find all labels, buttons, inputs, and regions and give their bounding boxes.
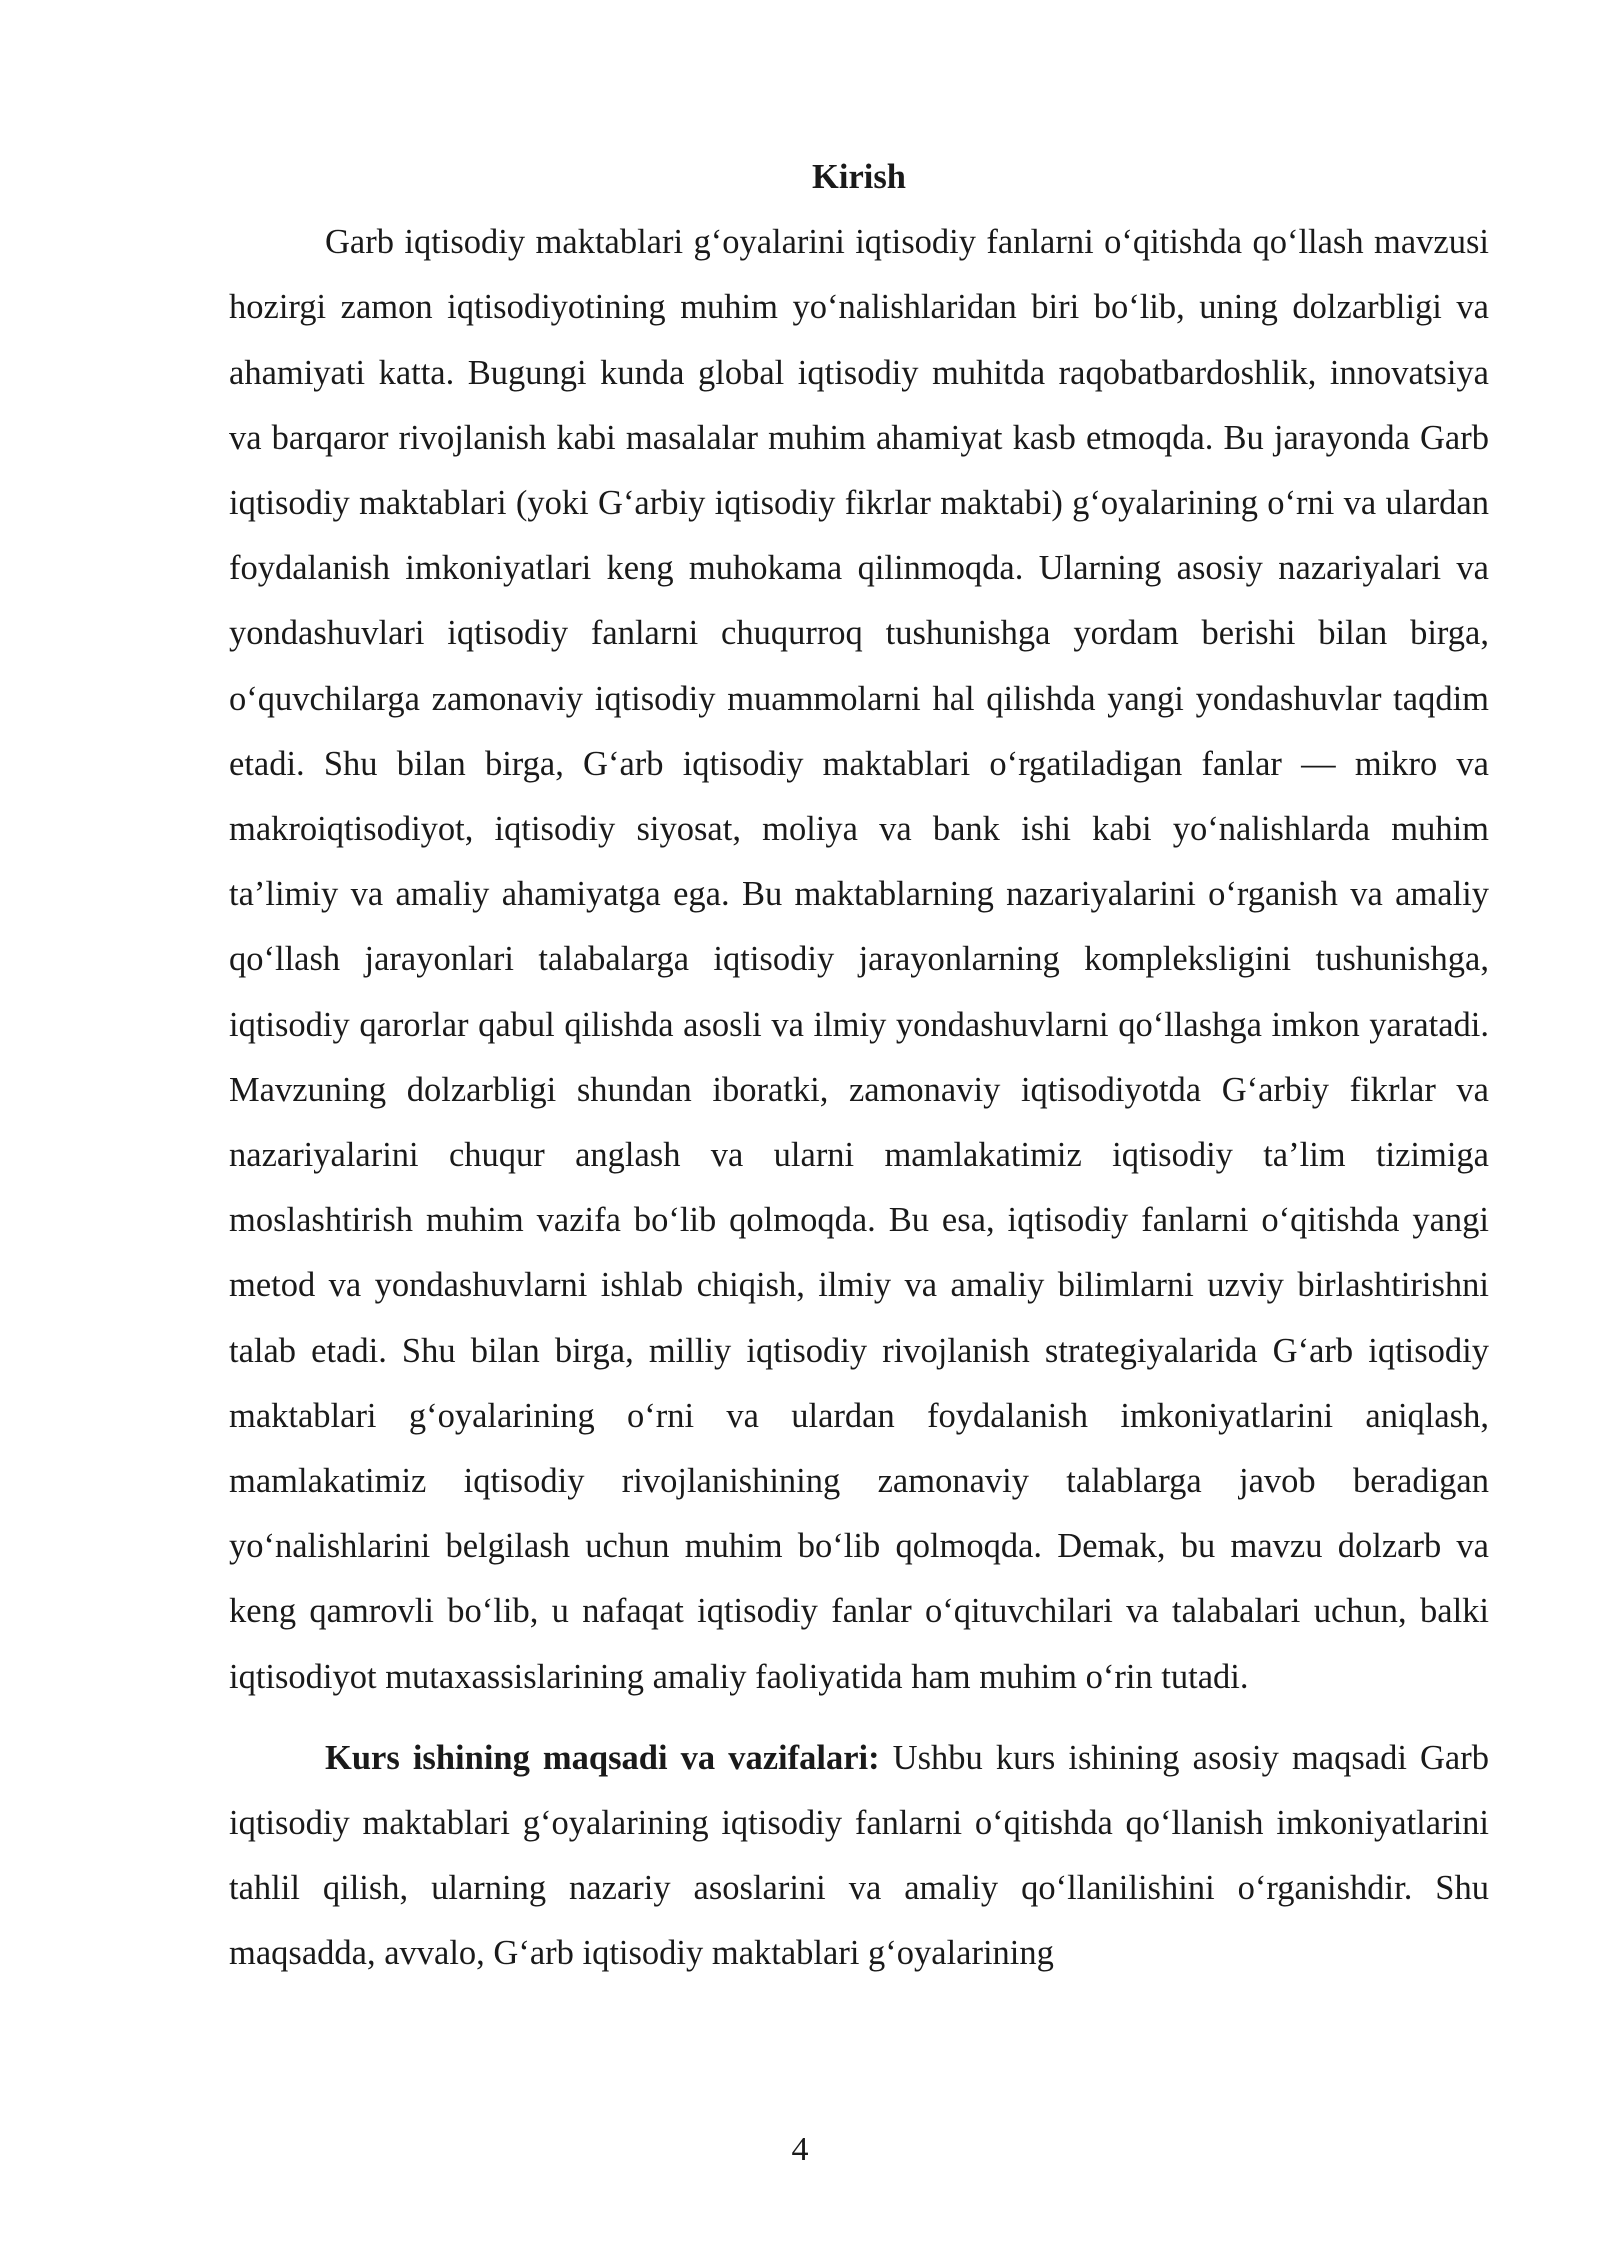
goals-text: Ushbu kurs ishining asosiy maqsadi Garb iqtisodiy maktablari g‘oyalarining iqtisodiy fanlarni o‘qitishda qo‘llanish imkoniyatlarini tahlil qilish, ularning nazariy asoslarini va amaliy qo‘llanilishini o‘rganishdir. Shu maqsadda, avvalo, G‘arb iqtisodiy maktablari g‘oyalarining — [229, 1738, 1489, 1973]
page-number: 4 — [791, 2131, 809, 2168]
page-content — [229, 145, 1489, 1987]
intro-paragraph: Garb iqtisodiy maktablari g‘oyalarini iqtisodiy fanlarni o‘qitishda qo‘llash mavzusi hozirgi zamon iqtisodiyotining muhim yo‘nalishlaridan biri bo‘lib, uning dolzarbligi va ahamiyati katta. Bugungi kunda global iqtisodiy muhitda raqobatbardoshlik, innovatsiya va barqaror rivojlanish kabi masalalar muhim ahamiyat kasb etmoqda. Bu jarayonda Garb iqtisodiy maktablari (yoki G‘arbiy iqtisodiy fikrlar maktabi) g‘oyalarining o‘rni va ulardan foydalanish imkoniyatlari keng muhokama qilinmoqda. Ularning asosiy nazariyalari va yondashuvlari iqtisodiy fanlarni chuqurroq tushunishga yordam berishi bilan birga, o‘quvchilarga zamonaviy iqtisodiy muammolarni hal qilishda yangi yondashuvlar taqdim etadi. Shu bilan birga, G‘arb iqtisodiy maktablari o‘rgatiladigan fanlar — mikro va makroiqtisodiyot, iqtisodiy siyosat, moliya va bank ishi kabi yo‘nalishlarda muhim ta’limiy va amaliy ahamiyatga ega. Bu maktablarning nazariyalarini o‘rganish va amaliy qo‘llash jarayonlari talabalarga iqtisodiy jarayonlarning kompleksligini tushunishga, iqtisodiy qarorlar qabul qilishda asosli va ilmiy yondashuvlarni qo‘llashga imkon yaratadi. Mavzuning dolzarbligi shundan iboratki, zamonaviy iqtisodiyotda G‘arbiy fikrlar va nazariyalarini chuqur anglash va ularni mamlakatimiz iqtisodiy ta’lim tizimiga moslashtirish muhim vazifa bo‘lib qolmoqda. Bu esa, iqtisodiy fanlarni o‘qitishda yangi metod va yondashuvlarni ishlab chiqish, ilmiy va amaliy bilimlarni uzviy birlashtirishni talab etadi. Shu bilan birga, milliy iqtisodiy rivojlanish strategiyalarida G‘arb iqtisodiy maktablari g‘oyalarining o‘rni va ulardan foydalanish imkoniyatlarini aniqlash, mamlakatimiz iqtisodiy rivojlanishining zamonaviy talablarga javob beradigan yo‘nalishlarini belgilash uchun muhim bo‘lib qolmoqda. Demak, bu mavzu dolzarb va keng qamrovli bo‘lib, u nafaqat iqtisodiy fanlar o‘qituvchilari va talabalari uchun, balki iqtisodiyot mutaxassislarining amaliy faoliyatida ham muhim o‘rin tutadi. — [229, 223, 1489, 1696]
section-heading: Kirish — [812, 158, 906, 196]
goals-lead: Kurs ishining maqsadi va vazifalari: — [325, 1738, 880, 1777]
goals-paragraph — [229, 1726, 1489, 1987]
